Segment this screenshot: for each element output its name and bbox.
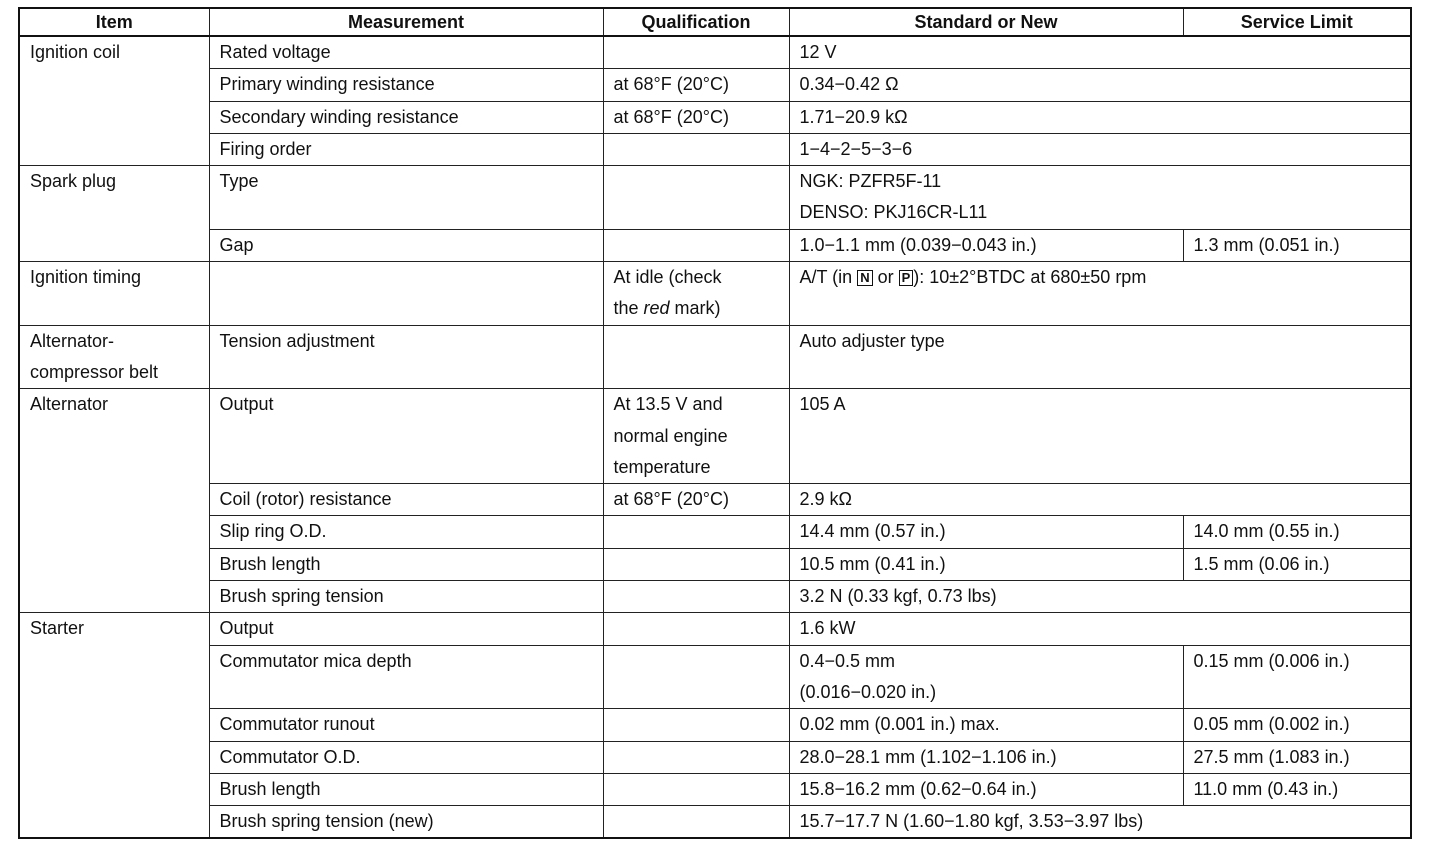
standard-cell: 10.5 mm (0.41 in.)	[789, 548, 1183, 580]
header-measurement: Measurement	[209, 8, 603, 36]
qualification-cell	[603, 166, 789, 230]
alt-qual-line3: temperature	[613, 456, 711, 477]
table-row	[19, 741, 1411, 773]
table-row	[19, 806, 1411, 839]
table-row	[19, 69, 1411, 101]
item-belt	[19, 325, 209, 389]
table-row	[19, 229, 1411, 261]
qualification-cell	[603, 389, 789, 484]
header-qualification: Qualification	[603, 8, 789, 36]
header-item: Item	[19, 8, 209, 36]
qualification-cell: at 68°F (20°C)	[603, 101, 789, 133]
qualification-cell	[603, 325, 789, 389]
standard-cell	[789, 262, 1411, 326]
qualification-cell	[603, 645, 789, 709]
qualification-cell	[603, 806, 789, 839]
table-row	[19, 516, 1411, 548]
measurement-cell: Output	[209, 389, 603, 484]
table-row	[19, 645, 1411, 709]
table-row	[19, 581, 1411, 613]
measurement-cell: Type	[209, 166, 603, 230]
item-ignition-timing: Ignition timing	[19, 262, 209, 326]
measurement-cell: Commutator mica depth	[209, 645, 603, 709]
standard-cell: 12 V	[789, 36, 1411, 69]
standard-cell: 0.34−0.42 Ω	[789, 69, 1411, 101]
measurement-cell: Commutator runout	[209, 709, 603, 741]
measurement-cell: Commutator O.D.	[209, 741, 603, 773]
table-row	[19, 484, 1411, 516]
timing-qual-red: red	[643, 298, 670, 319]
timing-std-pre: A/T (in	[799, 267, 858, 288]
belt-item-line1: Alternator-	[30, 330, 115, 351]
service-limit-cell: 27.5 mm (1.083 in.)	[1183, 741, 1411, 773]
standard-cell: 0.02 mm (0.001 in.) max.	[789, 709, 1183, 741]
belt-item-line2: compressor belt	[30, 361, 159, 382]
item-spark-plug: Spark plug	[19, 166, 209, 262]
service-limit-cell: 0.05 mm (0.002 in.)	[1183, 709, 1411, 741]
measurement-cell: Brush length	[209, 773, 603, 805]
header-row	[19, 8, 1411, 36]
service-limit-cell: 11.0 mm (0.43 in.)	[1183, 773, 1411, 805]
service-limit-cell: 1.5 mm (0.06 in.)	[1183, 548, 1411, 580]
measurement-cell: Tension adjustment	[209, 325, 603, 389]
alt-qual-line2: normal engine	[613, 425, 728, 446]
spark-plug-ngk: NGK: PZFR5F-11	[799, 171, 942, 192]
table-row	[19, 262, 1411, 326]
qualification-cell: at 68°F (20°C)	[603, 69, 789, 101]
table-row	[19, 325, 1411, 389]
measurement-cell: Output	[209, 613, 603, 645]
standard-cell: 1.71−20.9 kΩ	[789, 101, 1411, 133]
measurement-cell: Brush spring tension	[209, 581, 603, 613]
qualification-cell	[603, 709, 789, 741]
timing-std-mid: or	[872, 267, 899, 288]
qualification-cell	[603, 133, 789, 165]
qualification-cell	[603, 229, 789, 261]
measurement-cell: Gap	[209, 229, 603, 261]
measurement-cell: Firing order	[209, 133, 603, 165]
table-row	[19, 709, 1411, 741]
header-standard: Standard or New	[789, 8, 1183, 36]
qualification-cell	[603, 581, 789, 613]
timing-qual-post: mark)	[669, 298, 721, 319]
timing-std-post: ): 10±2°BTDC at 680±50 rpm	[913, 267, 1147, 288]
qualification-cell	[603, 262, 789, 326]
service-limit-cell: 0.15 mm (0.006 in.)	[1183, 645, 1411, 709]
standard-cell: 28.0−28.1 mm (1.102−1.106 in.)	[789, 741, 1183, 773]
item-ignition-coil: Ignition coil	[19, 36, 209, 166]
standard-cell: 2.9 kΩ	[789, 484, 1411, 516]
spec-table-container	[18, 7, 1412, 839]
table-row	[19, 166, 1411, 230]
service-limit-cell: 1.3 mm (0.051 in.)	[1183, 229, 1411, 261]
qualification-cell	[603, 773, 789, 805]
table-row	[19, 36, 1411, 69]
measurement-cell: Rated voltage	[209, 36, 603, 69]
item-starter: Starter	[19, 613, 209, 839]
standard-cell: 3.2 N (0.33 kgf, 0.73 lbs)	[789, 581, 1411, 613]
item-alternator: Alternator	[19, 389, 209, 613]
qualification-cell: at 68°F (20°C)	[603, 484, 789, 516]
table-row	[19, 133, 1411, 165]
timing-qual-line2	[614, 293, 779, 324]
standard-cell: 15.8−16.2 mm (0.62−0.64 in.)	[789, 773, 1183, 805]
table-row	[19, 101, 1411, 133]
standard-cell: 15.7−17.7 N (1.60−1.80 kgf, 3.53−3.97 lbs)	[789, 806, 1411, 839]
measurement-cell: Slip ring O.D.	[209, 516, 603, 548]
table-row	[19, 389, 1411, 484]
measurement-cell: Coil (rotor) resistance	[209, 484, 603, 516]
standard-cell: 14.4 mm (0.57 in.)	[789, 516, 1183, 548]
qualification-cell	[603, 548, 789, 580]
measurement-cell: Brush length	[209, 548, 603, 580]
service-limit-cell: 14.0 mm (0.55 in.)	[1183, 516, 1411, 548]
measurement-cell: Primary winding resistance	[209, 69, 603, 101]
park-gear-symbol: P	[899, 270, 914, 286]
measurement-cell: Secondary winding resistance	[209, 101, 603, 133]
standard-cell: 105 A	[789, 389, 1411, 484]
specifications-table	[18, 7, 1412, 839]
mica-std-line1: 0.4−0.5 mm	[799, 650, 896, 671]
table-row	[19, 773, 1411, 805]
timing-qual-line1: At idle (check	[613, 267, 722, 288]
measurement-cell: Brush spring tension (new)	[209, 806, 603, 839]
qualification-cell	[603, 516, 789, 548]
standard-cell: 1.6 kW	[789, 613, 1411, 645]
standard-cell: 1−4−2−5−3−6	[789, 133, 1411, 165]
spark-plug-denso: DENSO: PKJ16CR-L11	[799, 202, 988, 223]
qualification-cell	[603, 613, 789, 645]
standard-cell	[789, 166, 1411, 230]
standard-cell	[789, 645, 1183, 709]
table-row	[19, 613, 1411, 645]
header-service-limit: Service Limit	[1183, 8, 1411, 36]
standard-cell: 1.0−1.1 mm (0.039−0.043 in.)	[789, 229, 1183, 261]
timing-qual-pre: the	[613, 298, 644, 319]
measurement-cell	[209, 262, 603, 326]
alt-qual-line1: At 13.5 V and	[613, 394, 723, 415]
mica-std-line2: (0.016−0.020 in.)	[799, 681, 937, 702]
qualification-cell	[603, 36, 789, 69]
standard-cell: Auto adjuster type	[789, 325, 1411, 389]
neutral-gear-symbol: N	[857, 270, 872, 286]
table-row	[19, 548, 1411, 580]
qualification-cell	[603, 741, 789, 773]
